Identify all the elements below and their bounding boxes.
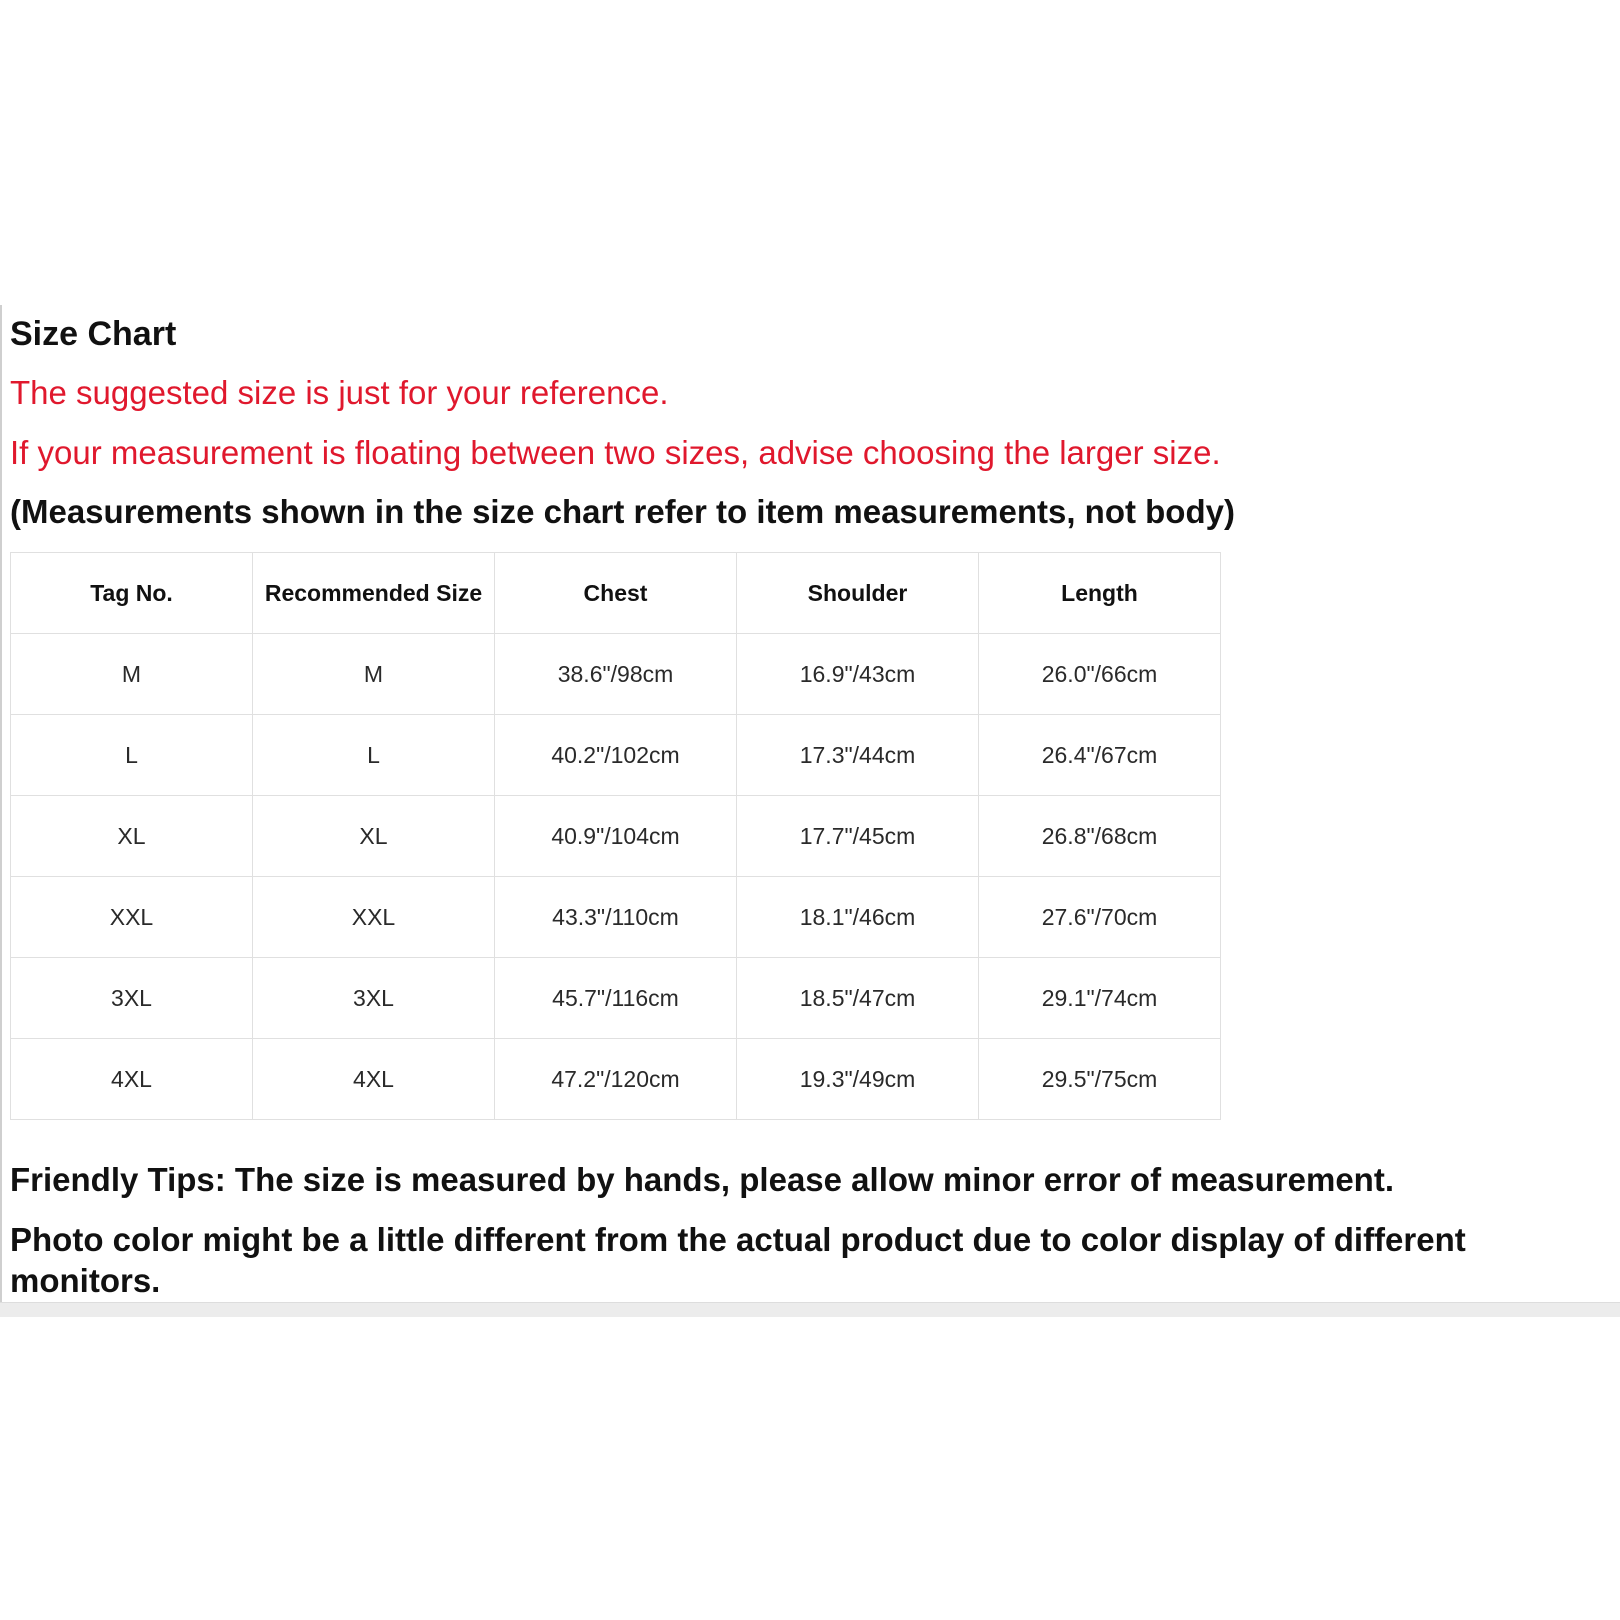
table-row: [11, 715, 1221, 796]
cell-shoulder: 18.1"/46cm: [737, 877, 979, 958]
cell-recommended-size: XXL: [253, 877, 495, 958]
cell-length: 26.0"/66cm: [979, 634, 1221, 715]
friendly-tip: Friendly Tips: The size is measured by hands, please allow minor error of measurement.: [10, 1161, 1394, 1198]
bottom-divider: [0, 1302, 1620, 1317]
table-row: [11, 1039, 1221, 1120]
cell-tag-no: L: [11, 715, 253, 796]
photo-color-tip: Photo color might be a little different from the actual product due to color display of different monitors.: [10, 1221, 1466, 1299]
cell-shoulder: 19.3"/49cm: [737, 1039, 979, 1120]
measurement-note: (Measurements shown in the size chart refer to item measurements, not body): [10, 493, 1235, 530]
header-tag-no: Tag No.: [11, 553, 253, 634]
table-row: [11, 796, 1221, 877]
cell-length: 27.6"/70cm: [979, 877, 1221, 958]
cell-length: 29.1"/74cm: [979, 958, 1221, 1039]
table-row: [11, 634, 1221, 715]
cell-chest: 40.2"/102cm: [495, 715, 737, 796]
cell-chest: 40.9"/104cm: [495, 796, 737, 877]
cell-tag-no: XXL: [11, 877, 253, 958]
cell-tag-no: 3XL: [11, 958, 253, 1039]
table-header-row: [11, 553, 1221, 634]
reference-note: The suggested size is just for your reference.: [10, 374, 669, 411]
cell-tag-no: 4XL: [11, 1039, 253, 1120]
cell-length: 26.4"/67cm: [979, 715, 1221, 796]
table-row: [11, 958, 1221, 1039]
cell-shoulder: 17.3"/44cm: [737, 715, 979, 796]
cell-tag-no: M: [11, 634, 253, 715]
cell-shoulder: 17.7"/45cm: [737, 796, 979, 877]
cell-chest: 38.6"/98cm: [495, 634, 737, 715]
cell-shoulder: 18.5"/47cm: [737, 958, 979, 1039]
cell-length: 29.5"/75cm: [979, 1039, 1221, 1120]
cell-shoulder: 16.9"/43cm: [737, 634, 979, 715]
cell-chest: 47.2"/120cm: [495, 1039, 737, 1120]
between-sizes-note: If your measurement is floating between two sizes, advise choosing the larger size.: [10, 434, 1221, 471]
cell-recommended-size: M: [253, 634, 495, 715]
cell-recommended-size: 3XL: [253, 958, 495, 1039]
page-title: Size Chart: [10, 315, 177, 353]
cell-recommended-size: 4XL: [253, 1039, 495, 1120]
header-length: Length: [979, 553, 1221, 634]
cell-recommended-size: L: [253, 715, 495, 796]
cell-chest: 45.7"/116cm: [495, 958, 737, 1039]
header-shoulder: Shoulder: [737, 553, 979, 634]
header-recommended-size: Recommended Size: [253, 553, 495, 634]
cell-recommended-size: XL: [253, 796, 495, 877]
cell-tag-no: XL: [11, 796, 253, 877]
table-row: [11, 877, 1221, 958]
size-table: [10, 552, 1221, 1120]
size-chart-panel: [0, 305, 1620, 1315]
cell-length: 26.8"/68cm: [979, 796, 1221, 877]
header-chest: Chest: [495, 553, 737, 634]
cell-chest: 43.3"/110cm: [495, 877, 737, 958]
